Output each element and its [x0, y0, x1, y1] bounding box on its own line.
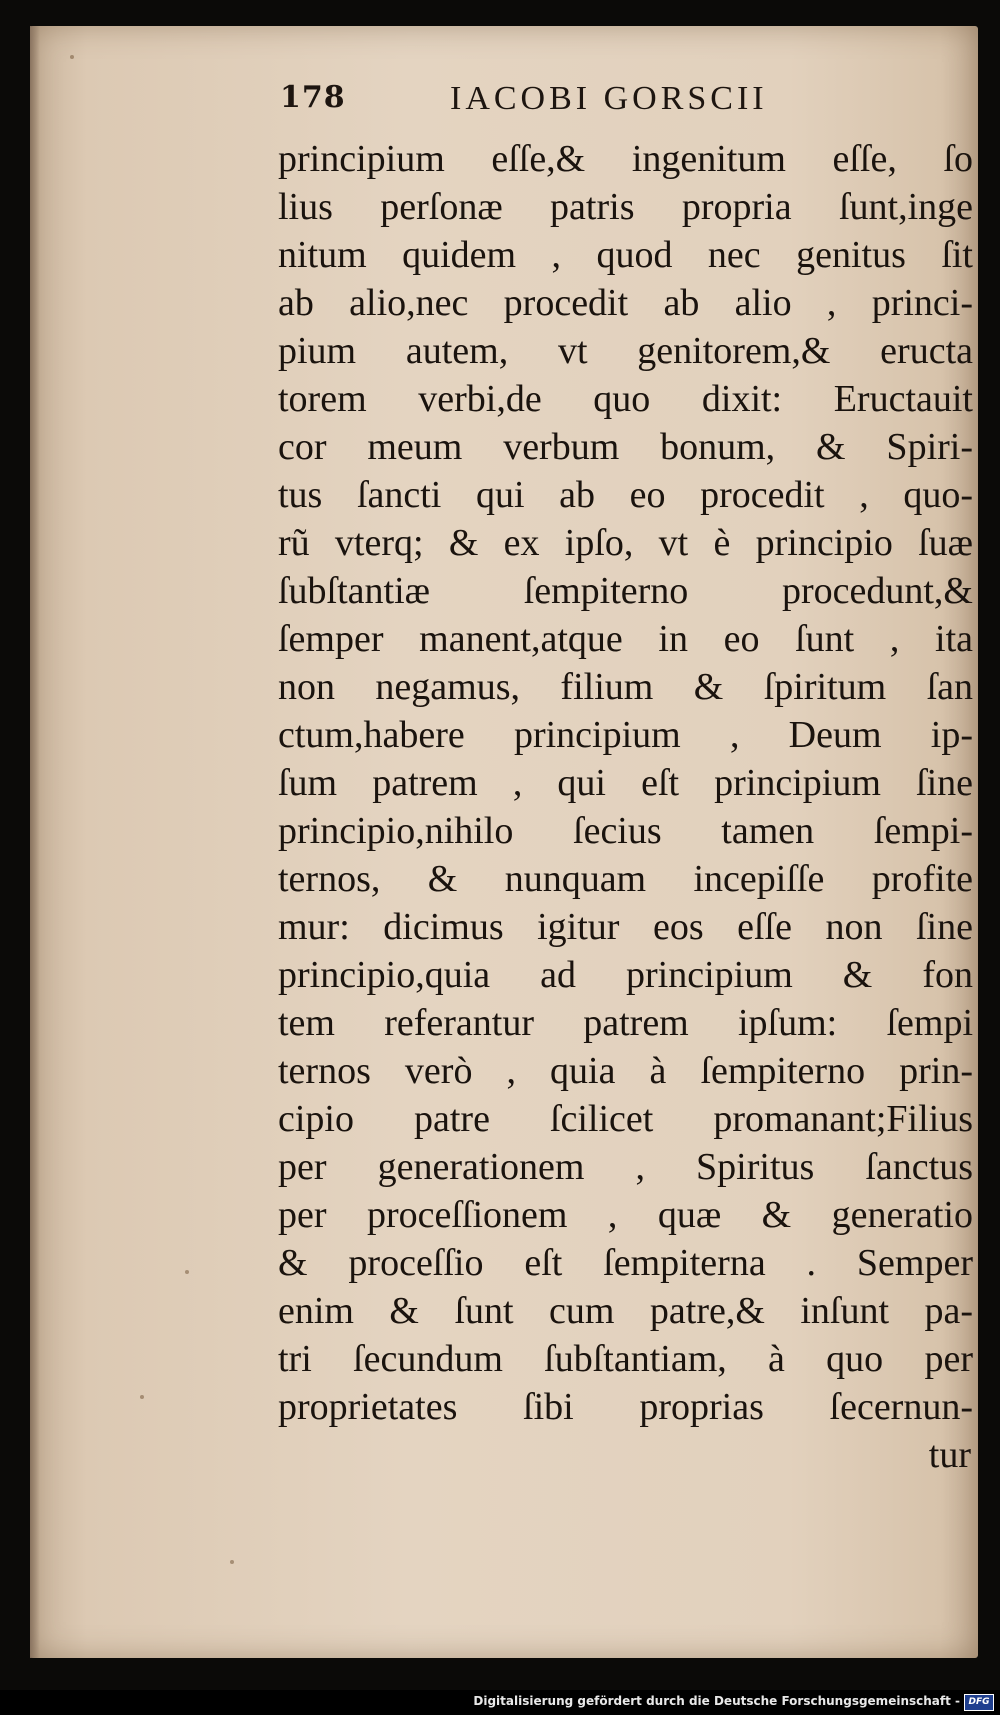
text-line: non negamus, filium & ſpiritum ſan [278, 666, 973, 708]
body-text [278, 135, 973, 1479]
text-line: tri ſecundum ſubſtantiam, à quo per [278, 1338, 973, 1380]
text-line: ſubſtantiæ ſempiterno procedunt,& [278, 570, 973, 612]
text-line: nitum quidem , quod nec genitus ſit [278, 234, 973, 276]
text-line: torem verbi,de quo dixit: Eructauit [278, 378, 973, 420]
text-line: principio,quia ad principium & fon [278, 954, 973, 996]
text-line: ctum,habere principium , Deum ip- [278, 714, 973, 756]
text-line: cor meum verbum bonum, & Spiri- [278, 426, 973, 468]
text-line: mur: dicimus igitur eos eſſe non ſine [278, 906, 973, 948]
page-number: 178 [280, 80, 346, 115]
text-line: rũ vterq; & ex ipſo, vt è principio ſuæ [278, 522, 973, 564]
page-gutter-shadow [30, 26, 40, 1658]
dfg-logo-icon: DFG [964, 1694, 994, 1711]
funding-credit: Digitalisierung gefördert durch die Deutsche Forschungsgemeinschaft - [473, 1694, 960, 1708]
running-title: IACOBI GORSCII [450, 80, 768, 117]
paper-speck [230, 1560, 234, 1564]
text-line: ternos, & nunquam incepiſſe profite [278, 858, 973, 900]
running-head [280, 80, 900, 128]
footer-bar [0, 1690, 1000, 1715]
text-line: enim & ſunt cum patre,& inſunt pa- [278, 1290, 973, 1332]
text-line: tem referantur patrem ipſum: ſempi [278, 1002, 973, 1044]
text-line: per generationem , Spiritus ſanctus [278, 1146, 973, 1188]
text-line: principio,nihilo ſecius tamen ſempi- [278, 810, 973, 852]
paper-speck [70, 55, 74, 59]
text-line: ternos verò , quia à ſempiterno prin- [278, 1050, 973, 1092]
text-line: ſum patrem , qui eſt principium ſine [278, 762, 973, 804]
text-line: & proceſſio eſt ſempiterna . Semper [278, 1242, 973, 1284]
text-line: pium autem, vt genitorem,& eructa [278, 330, 973, 372]
text-line: per proceſſionem , quæ & generatio [278, 1194, 973, 1236]
paper-speck [185, 1270, 189, 1274]
paper-speck [140, 1395, 144, 1399]
text-line: tus ſancti qui ab eo procedit , quo- [278, 474, 973, 516]
catchword: tur [928, 1434, 971, 1476]
text-line: ab alio,nec procedit ab alio , princi- [278, 282, 973, 324]
text-line: cipio patre ſcilicet promanant;Filius [278, 1098, 973, 1140]
text-line: lius perſonæ patris propria ſunt,inge [278, 186, 973, 228]
text-line: ſemper manent,atque in eo ſunt , ita [278, 618, 973, 660]
text-line: proprietates ſibi proprias ſecernun- [278, 1386, 973, 1428]
text-line: principium eſſe,& ingenitum eſſe, ſo [278, 138, 973, 180]
